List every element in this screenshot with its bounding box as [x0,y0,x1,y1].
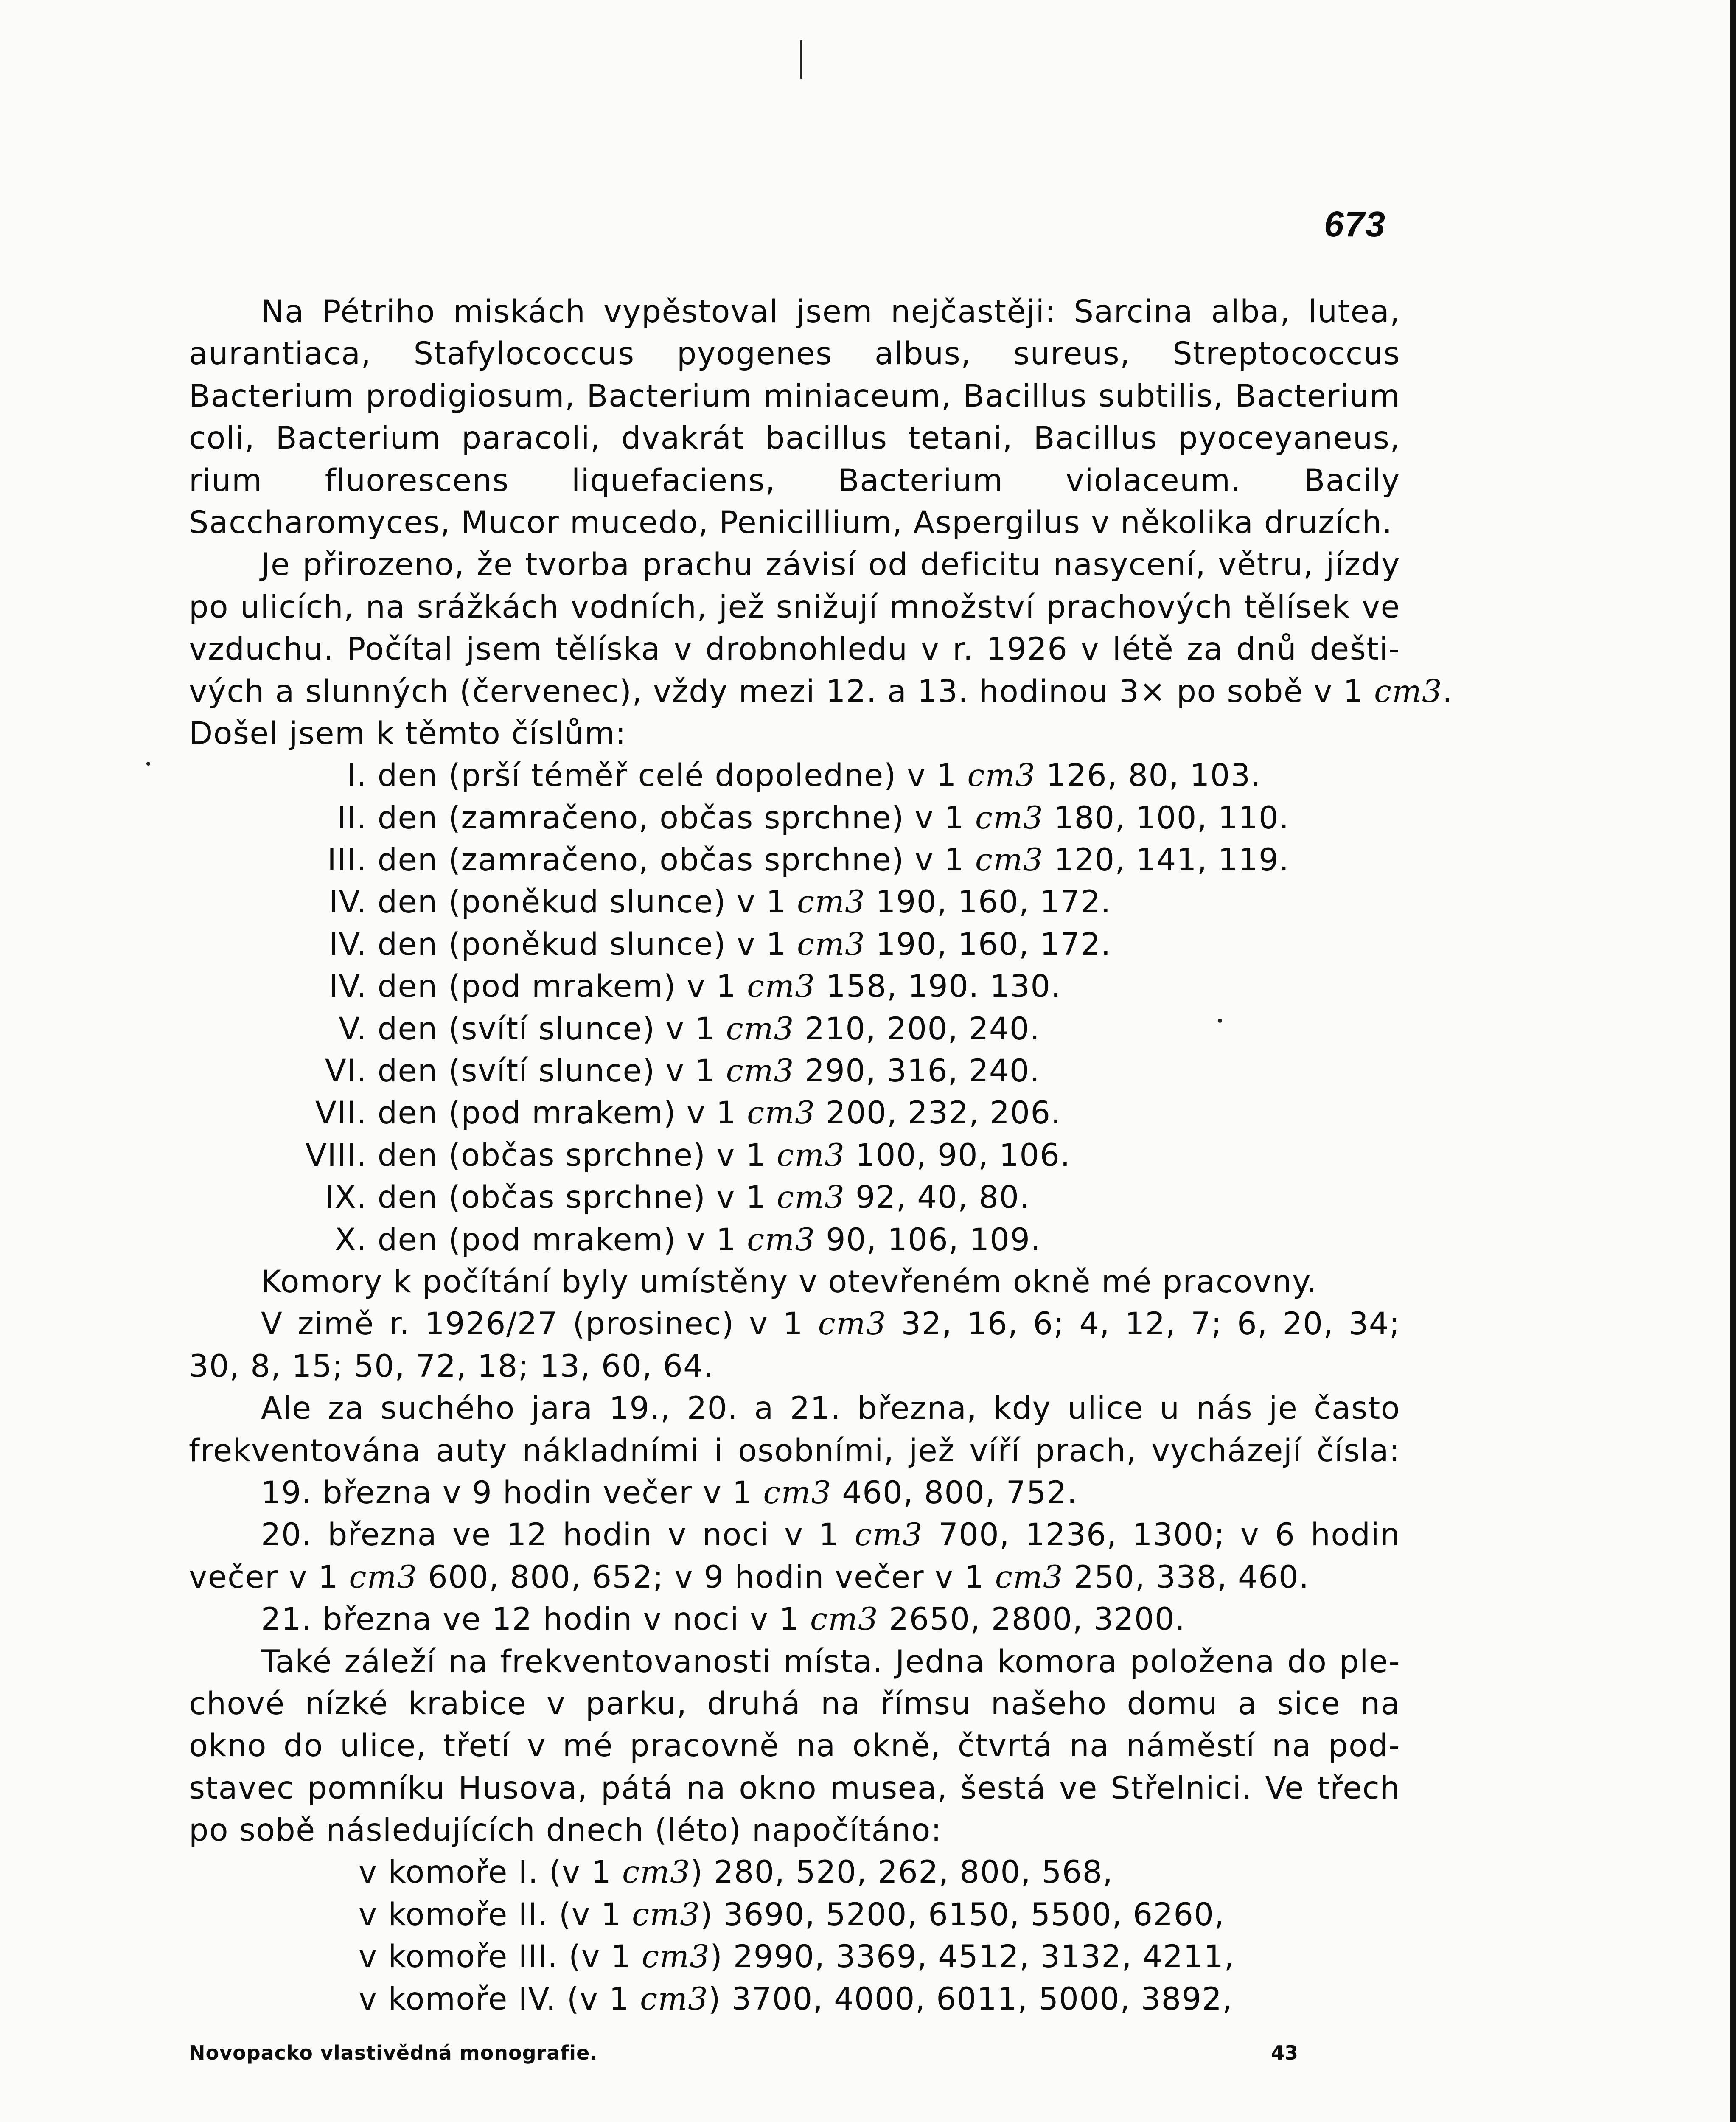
day-row [189,1219,1400,1261]
day-roman: VII. [315,1095,367,1131]
day-row [189,1092,1400,1134]
unit: cm3 [640,1981,709,2017]
text-line: Saccharomyces, Mucor mucedo, Penicillium, Aspergilus v několika druzích. [189,504,1393,541]
day-row [189,1008,1400,1050]
unit: cm3 [975,800,1043,836]
day-desc: den (svítí slunce) v 1 [377,1010,715,1047]
day-row [189,839,1400,881]
day-values: 100, 90, 106. [855,1137,1071,1173]
unit: cm3 [642,1939,710,1975]
footer-signature-number: 43 [1271,2041,1298,2064]
unit: cm3 [797,884,866,921]
day-values: 190, 160, 172. [875,926,1111,963]
day-desc: den (zamračeno, občas sprchne) v 1 [377,842,965,879]
day-values: 200, 232, 206. [826,1095,1062,1131]
day-values: 290, 316, 240. [805,1053,1040,1089]
unit: cm3 [726,1010,794,1047]
day-desc: den (pod mrakem) v 1 [377,968,737,1005]
unit: cm3 [726,1053,794,1089]
day-values: 190, 160, 172. [875,884,1111,921]
unit: cm3 [747,968,816,1005]
day-roman: IV. [329,926,367,963]
day-row [189,1176,1400,1218]
day-desc: den (občas sprchne) v 1 [377,1137,766,1173]
unit: cm3 [747,1221,816,1258]
chamber-label: v komoře [359,1896,508,1933]
unit: cm3 [797,926,866,963]
text-line: po sobě následujících dnech (léto) napočítáno: [189,1812,942,1849]
unit: cm3 [975,842,1043,879]
text-line: Komory k počítání byly umístěny v otevřeném okně mé pracovny. [261,1263,1318,1300]
day-row [189,1134,1400,1176]
days-table [189,755,1400,1261]
times-symbol: × [1139,673,1166,710]
unit: cm3 [622,1854,691,1891]
page-number: 673 [1324,204,1386,244]
text-line: rium fluorescens liquefaciens, Bacterium violaceum. Bacily [189,462,1400,499]
day-roman: IV. [329,968,367,1005]
day-row [189,881,1400,923]
unit: cm3 [777,1137,845,1173]
chamber-label: v komoře [359,1854,508,1891]
chamber-row: v komoře II. (v 1 cm3) 3690, 5200, 6150, 5500, 6260, [359,1896,1225,1933]
day-roman: IV. [329,884,367,921]
text-line: 21. března ve 12 hodin v noci v 1 cm3 2650, 2800, 3200. [261,1601,1186,1638]
text-line: stavec pomníku Husova, pátá na okno musea, šestá ve Střelnici. Ve třech [189,1770,1400,1806]
text-line: Bacterium prodigiosum, Bacterium miniaceum, Bacillus subtilis, Bacterium [189,378,1400,414]
text-line: vých a slunných (červenec), vždy mezi 12. a 13. hodinou 3× po sobě v 1 cm3. [189,673,1453,710]
chamber-row: v komoře I. (v 1 cm3) 280, 520, 262, 800, 568, [359,1854,1113,1891]
text-line: po ulicích, na srážkách vodních, jež snižují množství prachových tělísek ve [189,589,1400,625]
day-desc: den (zamračeno, občas sprchne) v 1 [377,800,965,836]
chamber-roman: III. [518,1939,558,1975]
text-line: 19. března v 9 hodin večer v 1 cm3 460, 800, 752. [261,1474,1078,1511]
scan-speck [800,40,802,79]
day-values: 180, 100, 110. [1054,800,1290,836]
day-desc: den (pod mrakem) v 1 [377,1095,737,1131]
text-line: vzduchu. Počítal jsem tělíska v drobnohledu v r. 1926 v létě za dnů dešti- [189,631,1400,668]
day-values: 210, 200, 240. [805,1010,1040,1047]
day-roman: II. [337,800,367,836]
chambers-table [189,1851,1400,2020]
scan-speck [146,762,150,766]
chamber-label: v komoře [359,1939,508,1975]
day-desc: den (pod mrakem) v 1 [377,1221,737,1258]
chamber-values: 3700, 4000, 6011, 5000, 3892, [731,1981,1233,2017]
day-roman: IX. [325,1179,367,1216]
day-values: 158, 190. 130. [826,968,1062,1005]
text-line: 30, 8, 15; 50, 72, 18; 13, 60, 64. [189,1348,714,1384]
chamber-label: v komoře [359,1981,508,2017]
day-row [189,797,1400,839]
day-values: 90, 106, 109. [826,1221,1041,1258]
day-values: 126, 80, 103. [1046,758,1262,794]
chamber-row: v komoře III. (v 1 cm3) 2990, 3369, 4512, 3132, 4211, [359,1939,1235,1975]
text-line: aurantiaca, Stafylococcus pyogenes albus, sureus, Streptococcus [189,336,1400,372]
day-row [189,966,1400,1008]
day-roman: III. [327,842,367,879]
chamber-values: 2990, 3369, 4512, 3132, 4211, [733,1939,1235,1975]
unit: cm3 [632,1896,701,1933]
text-line: V zimě r. 1926/27 (prosinec) v 1 cm3 32, 16, 6; 4, 12, 7; 6, 20, 34; [261,1306,1400,1342]
scan-edge [1730,0,1736,2122]
day-roman: I. [347,758,367,794]
body-text [189,291,1453,2020]
text-line: Ale za suchého jara 19., 20. a 21. března, kdy ulice u nás je často [261,1390,1400,1427]
day-desc: den (poněkud slunce) v 1 [377,884,787,921]
text-line: chové nízké krabice v parku, druhá na římsu našeho domu a sice na [189,1685,1400,1722]
day-row [189,923,1400,966]
text-line: okno do ulice, třetí v mé pracovně na okně, čtvrtá na náměstí na pod- [189,1728,1400,1764]
day-desc: den (prší téměř celé dopoledne) v 1 [377,758,957,794]
day-row [189,1050,1400,1092]
day-desc: den (poněkud slunce) v 1 [377,926,787,963]
text-line: Na Pétriho miskách vypěstoval jsem nejčastěji: Sarcina alba, lutea, [261,294,1400,330]
text-line: Došel jsem k těmto číslům: [189,715,627,752]
unit: cm3 [747,1095,816,1131]
day-desc: den (svítí slunce) v 1 [377,1053,715,1089]
day-values: 92, 40, 80. [855,1179,1030,1216]
text-line: večer v 1 cm3 600, 800, 652; v 9 hodin večer v 1 cm3 250, 338, 460. [189,1559,1310,1595]
day-row [189,755,1400,797]
day-roman: VI. [325,1053,367,1089]
text-line: frekventována auty nákladními i osobními, jež víří prach, vycházejí čísla: [189,1432,1400,1469]
chamber-row: v komoře IV. (v 1 cm3) 3700, 4000, 6011, 5000, 3892, [359,1981,1233,2017]
text-line: coli, Bacterium paracoli, dvakrát bacillus tetani, Bacillus pyoceyaneus, [189,420,1400,457]
chamber-values: 280, 520, 262, 800, 568, [713,1854,1113,1891]
day-values: 120, 141, 119. [1054,842,1290,879]
footer-title: Novopacko vlastivědná monografie. [189,2041,598,2064]
unit: cm3 [967,758,1036,794]
chamber-roman: II. [518,1896,549,1933]
day-roman: VIII. [305,1137,367,1173]
chamber-roman: I. [518,1854,539,1891]
day-roman: V. [339,1010,367,1047]
day-roman: X. [334,1221,367,1258]
text-line: 20. března ve 12 hodin v noci v 1 cm3 700, 1236, 1300; v 6 hodin [261,1517,1400,1553]
text-line: Je přirozeno, že tvorba prachu závisí od deficitu nasycení, větru, jízdy [261,547,1400,583]
day-desc: den (občas sprchne) v 1 [377,1179,766,1216]
chamber-values: 3690, 5200, 6150, 5500, 6260, [723,1896,1225,1933]
unit: cm3 [777,1179,845,1216]
text-line: Také záleží na frekventovanosti místa. Jedna komora položena do ple- [261,1643,1400,1680]
chamber-roman: IV. [518,1981,557,2017]
